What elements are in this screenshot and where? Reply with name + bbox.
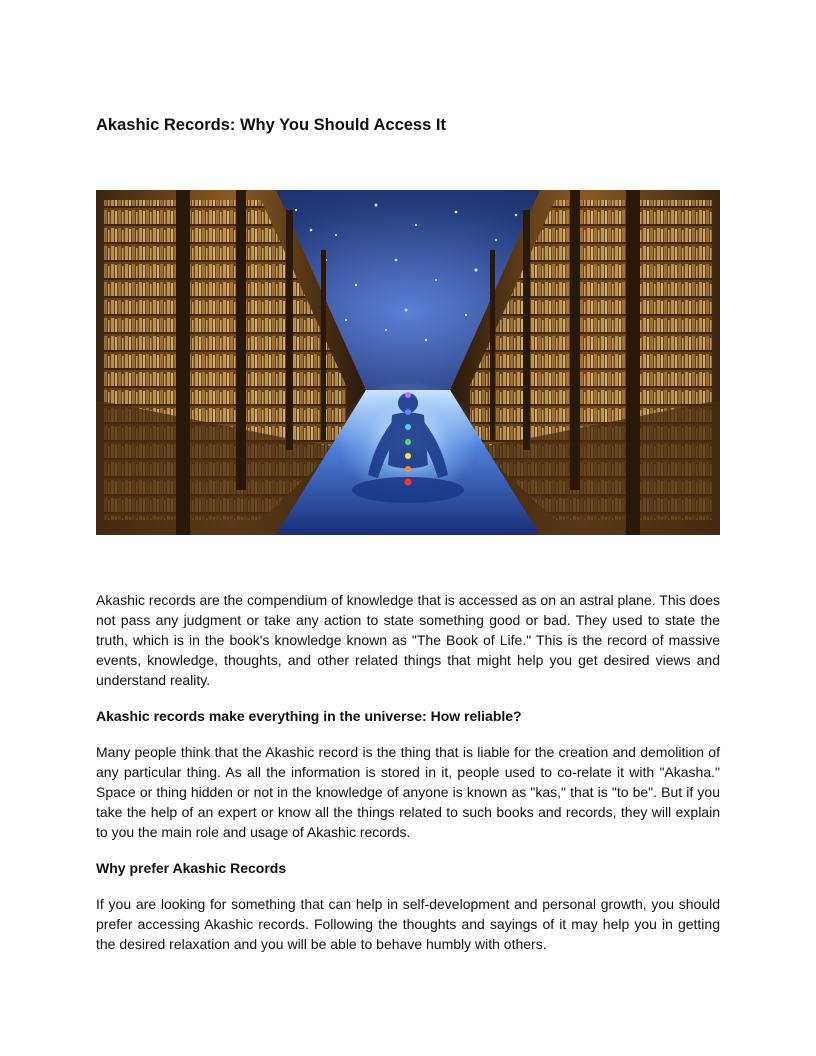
prefer-heading: Why prefer Akashic Records [96,860,287,876]
reliability-heading: Akashic records make everything in the universe: How reliable? [96,708,522,724]
document-title: Akashic Records: Why You Should Access It [96,116,446,134]
reliability-paragraph: Many people think that the Akashic record is the thing that is liable for the creation and demolition of any particular thing. As all the information is stored in it, people used to co-relate it with "Akasha." Space or thing hidden or not in the knowledge of anyone is known as "kas," that is "to be". But if you take the help of an expert or know all the things related to such books and records, they will explain to you the main role and usage of Akashic records. [96,744,720,840]
hero-image-library-meditation [96,190,720,535]
article-body [96,590,720,970]
prefer-paragraph: If you are looking for something that can help in self-development and personal growth, you should prefer accessing Akashic records. Following the thoughts and sayings of it may help you in getting the desired relaxation and you will be able to behave humbly with others. [96,896,720,952]
intro-paragraph: Akashic records are the compendium of knowledge that is accessed as on an astral plane. This does not pass any judgment or take any action to state something good or bad. They used to state the truth, which is in the book's knowledge known as "The Book of Life." This is the record of massive events, knowledge, thoughts, and other related things that might help you get desired views and understand reality. [96,592,720,688]
